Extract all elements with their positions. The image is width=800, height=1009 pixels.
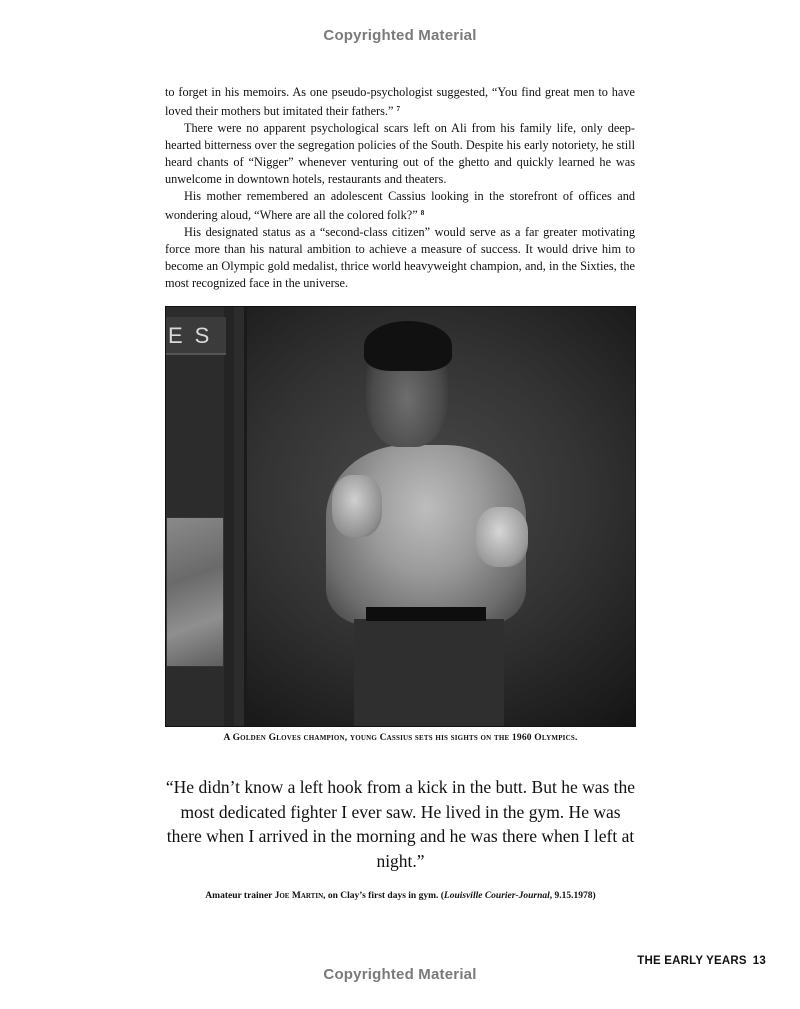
paragraph-text: His designated status as a “second-class citizen” would serve as a far greater motivating force more than his natural ambition to achieve a measure of success. It would drive him to become an Olympic gold medalist, thrice world heavyweight champion, and, in the Sixties, the most recognized face in the universe. — [165, 225, 635, 290]
attribution-name: Joe Martin — [274, 891, 324, 901]
boxer-photo — [165, 306, 636, 727]
attribution-source: Louisville Courier-Journal — [443, 891, 550, 901]
body-text — [165, 84, 635, 292]
paragraph-text: to forget in his memoirs. As one pseudo-psychologist suggested, “You find great men to have loved their mothers but imitated their fathers.” — [165, 85, 635, 118]
paragraph-text: His mother remembered an adolescent Cassius looking in the storefront of offices and wondering aloud, “Where are all the colored folk?” — [165, 189, 635, 222]
copyright-watermark-top: Copyrighted Material — [323, 27, 477, 44]
attribution-date: , 9.15.1978) — [549, 891, 596, 901]
metal-plate — [166, 517, 224, 667]
footnote-marker: 8 — [420, 209, 425, 217]
attribution-prefix: Amateur trainer — [205, 891, 275, 901]
pull-quote: “He didn’t know a left hook from a kick in the butt. But he was the most dedicated fighter I ever saw. He lived in the gym. He was there when I arrived in the morning and he was there when I left at night.” — [165, 777, 636, 871]
boxer-hair — [364, 321, 452, 371]
photo-caption: A Golden Gloves champion, young Cassius sets his sights on the 1960 Olympics. — [223, 733, 578, 743]
quote-attribution — [165, 891, 636, 901]
boxer-belt — [366, 607, 486, 621]
paragraph — [165, 188, 635, 224]
paragraph-text: There were no apparent psychological scars left on Ali from his family life, only deep-hearted bitterness over the segregation policies of the South. Despite his early notoriety, he still heard chants of “Nigger” whenever venturing out of the ghetto and quickly learned he was unwelcome in downtown hotels, restaurants and theaters. — [165, 121, 635, 186]
boxer-right-fist — [476, 507, 528, 567]
attribution-middle: , on Clay’s first days in gym. ( — [323, 891, 444, 901]
door-post — [224, 307, 234, 726]
copyright-watermark-bottom: Copyrighted Material — [323, 966, 477, 983]
door-sign: ES — [166, 317, 226, 355]
paragraph — [165, 120, 635, 188]
footnote-marker: 7 — [396, 105, 401, 113]
boxer-left-fist — [332, 475, 382, 537]
boxer-pants — [354, 619, 504, 727]
paragraph — [165, 84, 635, 120]
section-title: THE EARLY YEARS — [637, 955, 747, 967]
page-number: 13 — [752, 955, 766, 967]
paragraph — [165, 224, 635, 292]
